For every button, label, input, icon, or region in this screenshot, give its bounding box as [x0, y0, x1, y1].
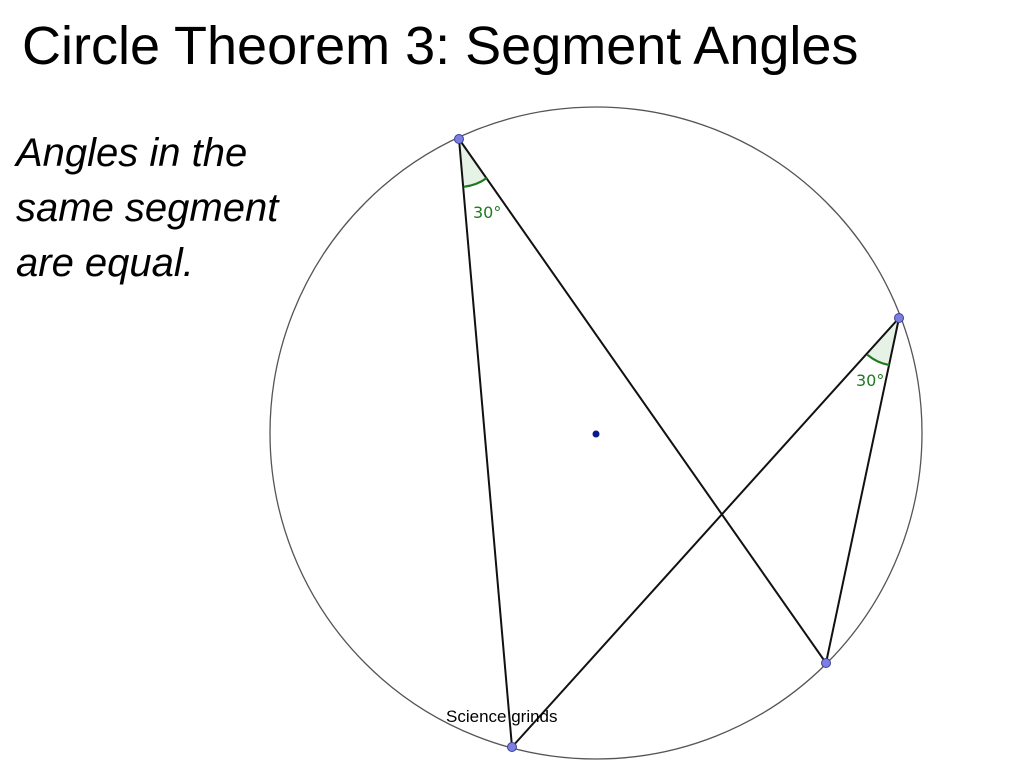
- chord-top-to-lower-right: [459, 139, 826, 663]
- chord-right-to-bottom: [512, 318, 899, 747]
- point-right: [895, 314, 904, 323]
- statement-line-3: are equal.: [16, 241, 194, 285]
- statement-line-2: same segment: [16, 186, 279, 230]
- center-point: [593, 431, 600, 438]
- angle-label-right: 30°: [856, 371, 885, 390]
- point-bottom: [508, 743, 517, 752]
- chord-top-to-bottom: [459, 139, 512, 747]
- angle-label-top: 30°: [473, 203, 502, 222]
- point-top: [455, 135, 464, 144]
- statement-line-1: Angles in the: [16, 131, 248, 175]
- footer-watermark: Science grinds: [446, 707, 558, 726]
- chord-right-to-lower-right: [826, 318, 899, 663]
- point-lower-right: [822, 659, 831, 668]
- slide-title: Circle Theorem 3: Segment Angles: [22, 16, 859, 76]
